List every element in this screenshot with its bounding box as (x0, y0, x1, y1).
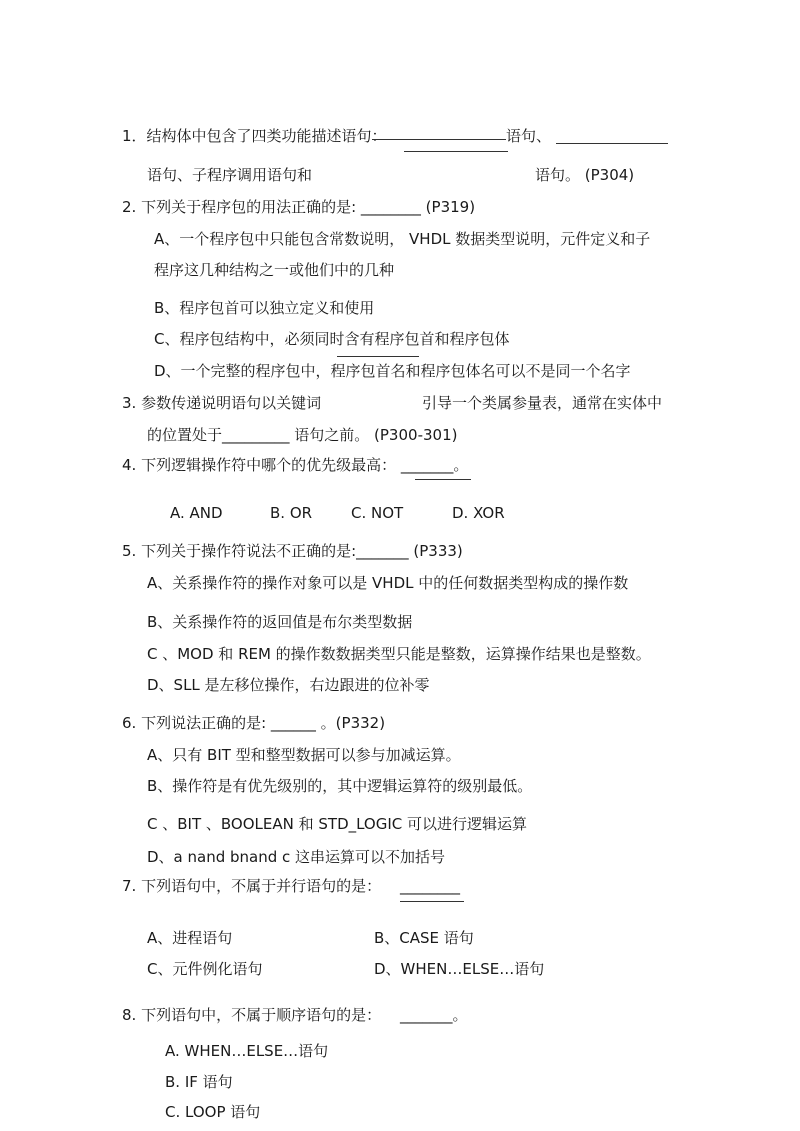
q1-blank-2 (404, 151, 508, 152)
q4-stem: 4. 下列逻辑操作符中哪个的优先级最高： _______。 (122, 456, 469, 474)
q7-stem: 7. 下列语句中，不属于并行语句的是： (122, 877, 382, 895)
q2-option-a-line2: 程序这几种结构之一或他们中的几种 (154, 261, 395, 279)
q1-blank-3 (556, 143, 668, 144)
q1-blank-1 (372, 139, 506, 140)
q1-text-part1: 1．结构体中包含了四类功能描述语句： (122, 127, 387, 145)
q5-option-d: D、SLL 是左移位操作，右边跟进的位补零 (147, 676, 430, 694)
q5-option-a: A、关系操作符的操作对象可以是 VHDL 中的任何数据类型构成的操作数 (147, 574, 629, 592)
q7-option-d: D、WHEN…ELSE…语句 (374, 960, 545, 978)
q7-blank: ________ (400, 877, 460, 895)
q1-text-line2a: 语句、子程序调用语句和 (147, 166, 313, 184)
q5-option-b: B、关系操作符的返回值是布尔类型数据 (147, 613, 413, 631)
q3-line1b: 引导一个类属参量表，通常在实体中 (422, 394, 663, 412)
q2-option-d: D、一个完整的程序包中，程序包首名和程序包体名可以不是同一个名字 (154, 362, 631, 380)
q6-option-b: B、操作符是有优先级别的，其中逻辑运算符的级别最低。 (147, 777, 533, 795)
q4-option-d: D. XOR (452, 504, 505, 522)
q8-option-b: B. IF 语句 (165, 1073, 233, 1091)
q4-option-c: C. NOT (351, 504, 404, 522)
q5-stem: 5. 下列关于操作符说法不正确的是:_______ (P333) (122, 542, 463, 560)
q2-option-a-line1: A、一个程序包中只能包含常数说明， VHDL 数据类型说明，元件定义和子 (154, 230, 651, 248)
q7-blank-underline (400, 901, 464, 902)
q2-option-c: C、程序包结构中，必须同时含有程序包首和程序包体 (154, 330, 510, 348)
q8-option-a: A. WHEN…ELSE…语句 (165, 1042, 329, 1060)
q8-blank: _______。 (400, 1006, 468, 1024)
q6-option-c: C 、BIT 、BOOLEAN 和 STD_LOGIC 可以进行逻辑运算 (147, 815, 528, 833)
q2-stem: 2. 下列关于程序包的用法正确的是: ________ (P319) (122, 198, 476, 216)
q4-option-a: A. AND (170, 504, 223, 522)
q7-option-c: C、元件例化语句 (147, 960, 263, 978)
q3-line2: 的位置处于_________ 语句之前。 (P300-301) (147, 426, 458, 444)
q7-option-a: A、进程语句 (147, 929, 233, 947)
q1-text-part2: 语句、 (506, 127, 552, 145)
q1-text-line2b: 语句。 (P304) (535, 166, 635, 184)
q2-overline (337, 356, 419, 357)
q8-stem: 8. 下列语句中，不属于顺序语句的是： (122, 1006, 382, 1024)
q6-stem: 6. 下列说法正确的是: ______ 。(P332) (122, 714, 386, 732)
q3-line1a: 3. 参数传递说明语句以关键词 (122, 394, 322, 412)
q2-option-b: B、程序包首可以独立定义和使用 (154, 299, 375, 317)
q4-blank-underline (415, 479, 471, 480)
q6-option-d: D、a nand bnand c 这串运算可以不加括号 (147, 848, 446, 866)
q7-option-b: B、CASE 语句 (374, 929, 474, 947)
q8-option-c: C. LOOP 语句 (165, 1103, 261, 1121)
q5-option-c: C 、MOD 和 REM 的操作数数据类型只能是整数，运算操作结果也是整数。 (147, 645, 651, 663)
q6-option-a: A、只有 BIT 型和整型数据可以参与加减运算。 (147, 746, 461, 764)
q4-option-b: B. OR (270, 504, 313, 522)
